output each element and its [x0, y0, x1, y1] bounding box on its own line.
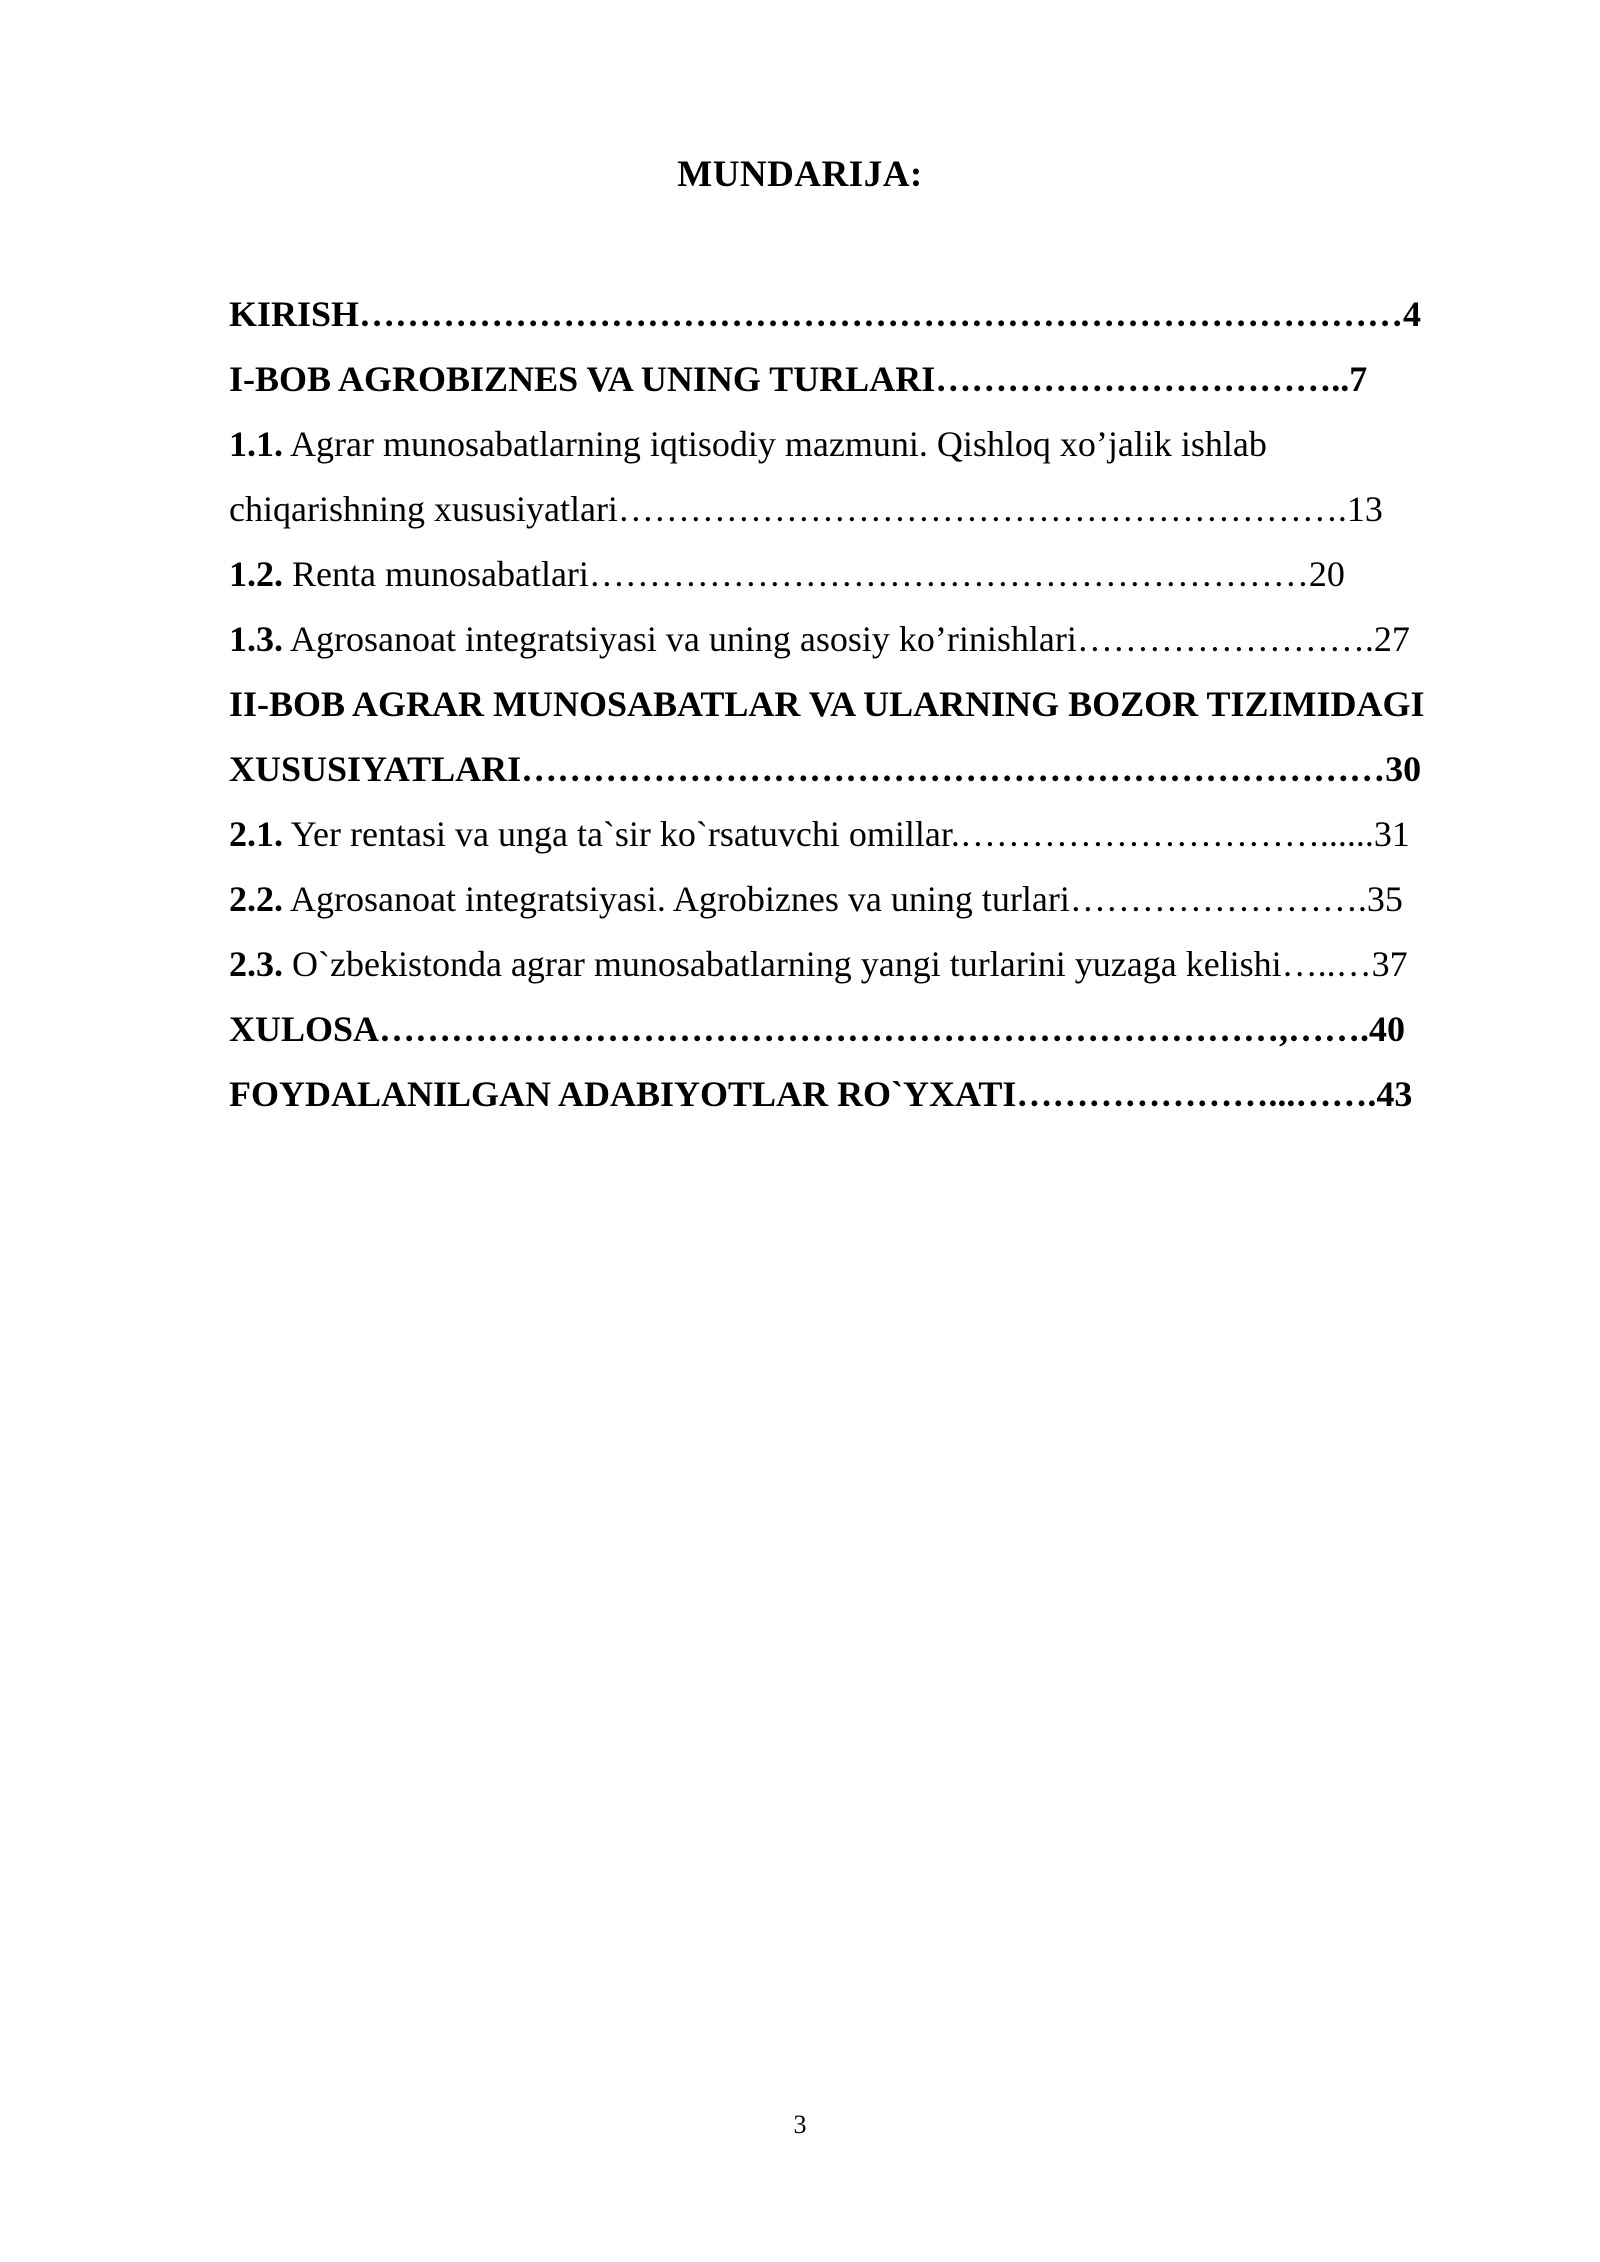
toc-section-number: 2.1.: [229, 814, 283, 854]
toc-entry-section-2-2: [229, 867, 1499, 932]
toc-section-number: 2.3.: [229, 944, 283, 984]
toc-entry-section-1-3: [229, 607, 1499, 672]
page-number: 3: [793, 2110, 807, 2139]
toc-entry-text: Agrosanoat integratsiyasi va uning asosiy ko’rinishlari…………………….27: [283, 619, 1410, 659]
toc-entry-section-1-1-continued: [229, 477, 1499, 542]
toc-entry-xulosa: [229, 997, 1499, 1062]
toc-entry-section-2-3: [229, 932, 1499, 997]
toc-entry-text: KIRISH……………………………………………………………………………4: [229, 294, 1422, 334]
toc-entry-chapter-2: [229, 672, 1499, 737]
toc-entry-text: XULOSA…………………………………………………………………,…….40: [229, 1009, 1406, 1049]
toc-section-number: 1.2.: [229, 554, 283, 594]
toc-entry-section-1-1: [229, 412, 1499, 477]
toc-entry-text: Agrar munosabatlarning iqtisodiy mazmuni. Qishloq xo’jalik ishlab: [283, 424, 1267, 464]
table-of-contents: [229, 282, 1499, 1127]
toc-section-number: 2.2.: [229, 879, 283, 919]
toc-entry-section-1-2: [229, 542, 1499, 607]
toc-section-number: 1.3.: [229, 619, 283, 659]
page-title: MUNDARIJA:: [677, 154, 923, 195]
toc-entry-kirish: [229, 282, 1499, 347]
toc-entry-text: Renta munosabatlari……………………………………………………20: [283, 554, 1345, 594]
toc-entry-references: [229, 1062, 1499, 1127]
toc-entry-text: Agrosanoat integratsiyasi. Agrobiznes va uning turlari…………………….35: [283, 879, 1403, 919]
toc-entry-text: FOYDALANILGAN ADABIYOTLAR RO`YXATI…………………...…….43: [229, 1074, 1413, 1114]
toc-section-number: 1.1.: [229, 424, 283, 464]
toc-entry-chapter-2-continued: [229, 737, 1499, 802]
toc-entry-text: Yer rentasi va unga ta`sir ko`rsatuvchi omillar.…………………………......31: [283, 814, 1410, 854]
toc-entry-text: O`zbekistonda agrar munosabatlarning yangi turlarini yuzaga kelishi…..…37: [283, 944, 1408, 984]
toc-entry-section-2-1: [229, 802, 1499, 867]
toc-entry-text: XUSUSIYATLARI………………………………………………………………30: [229, 749, 1422, 789]
toc-entry-chapter-1: [229, 347, 1499, 412]
toc-entry-text: I-BOB AGROBIZNES VA UNING TURLARI……………………………..7: [229, 359, 1368, 399]
toc-entry-text: II-BOB AGRAR MUNOSABATLAR VA ULARNING BOZOR TIZIMIDAGI: [229, 684, 1425, 724]
toc-entry-text: chiqarishning xususiyatlari…………………………………………………….13: [229, 489, 1383, 529]
